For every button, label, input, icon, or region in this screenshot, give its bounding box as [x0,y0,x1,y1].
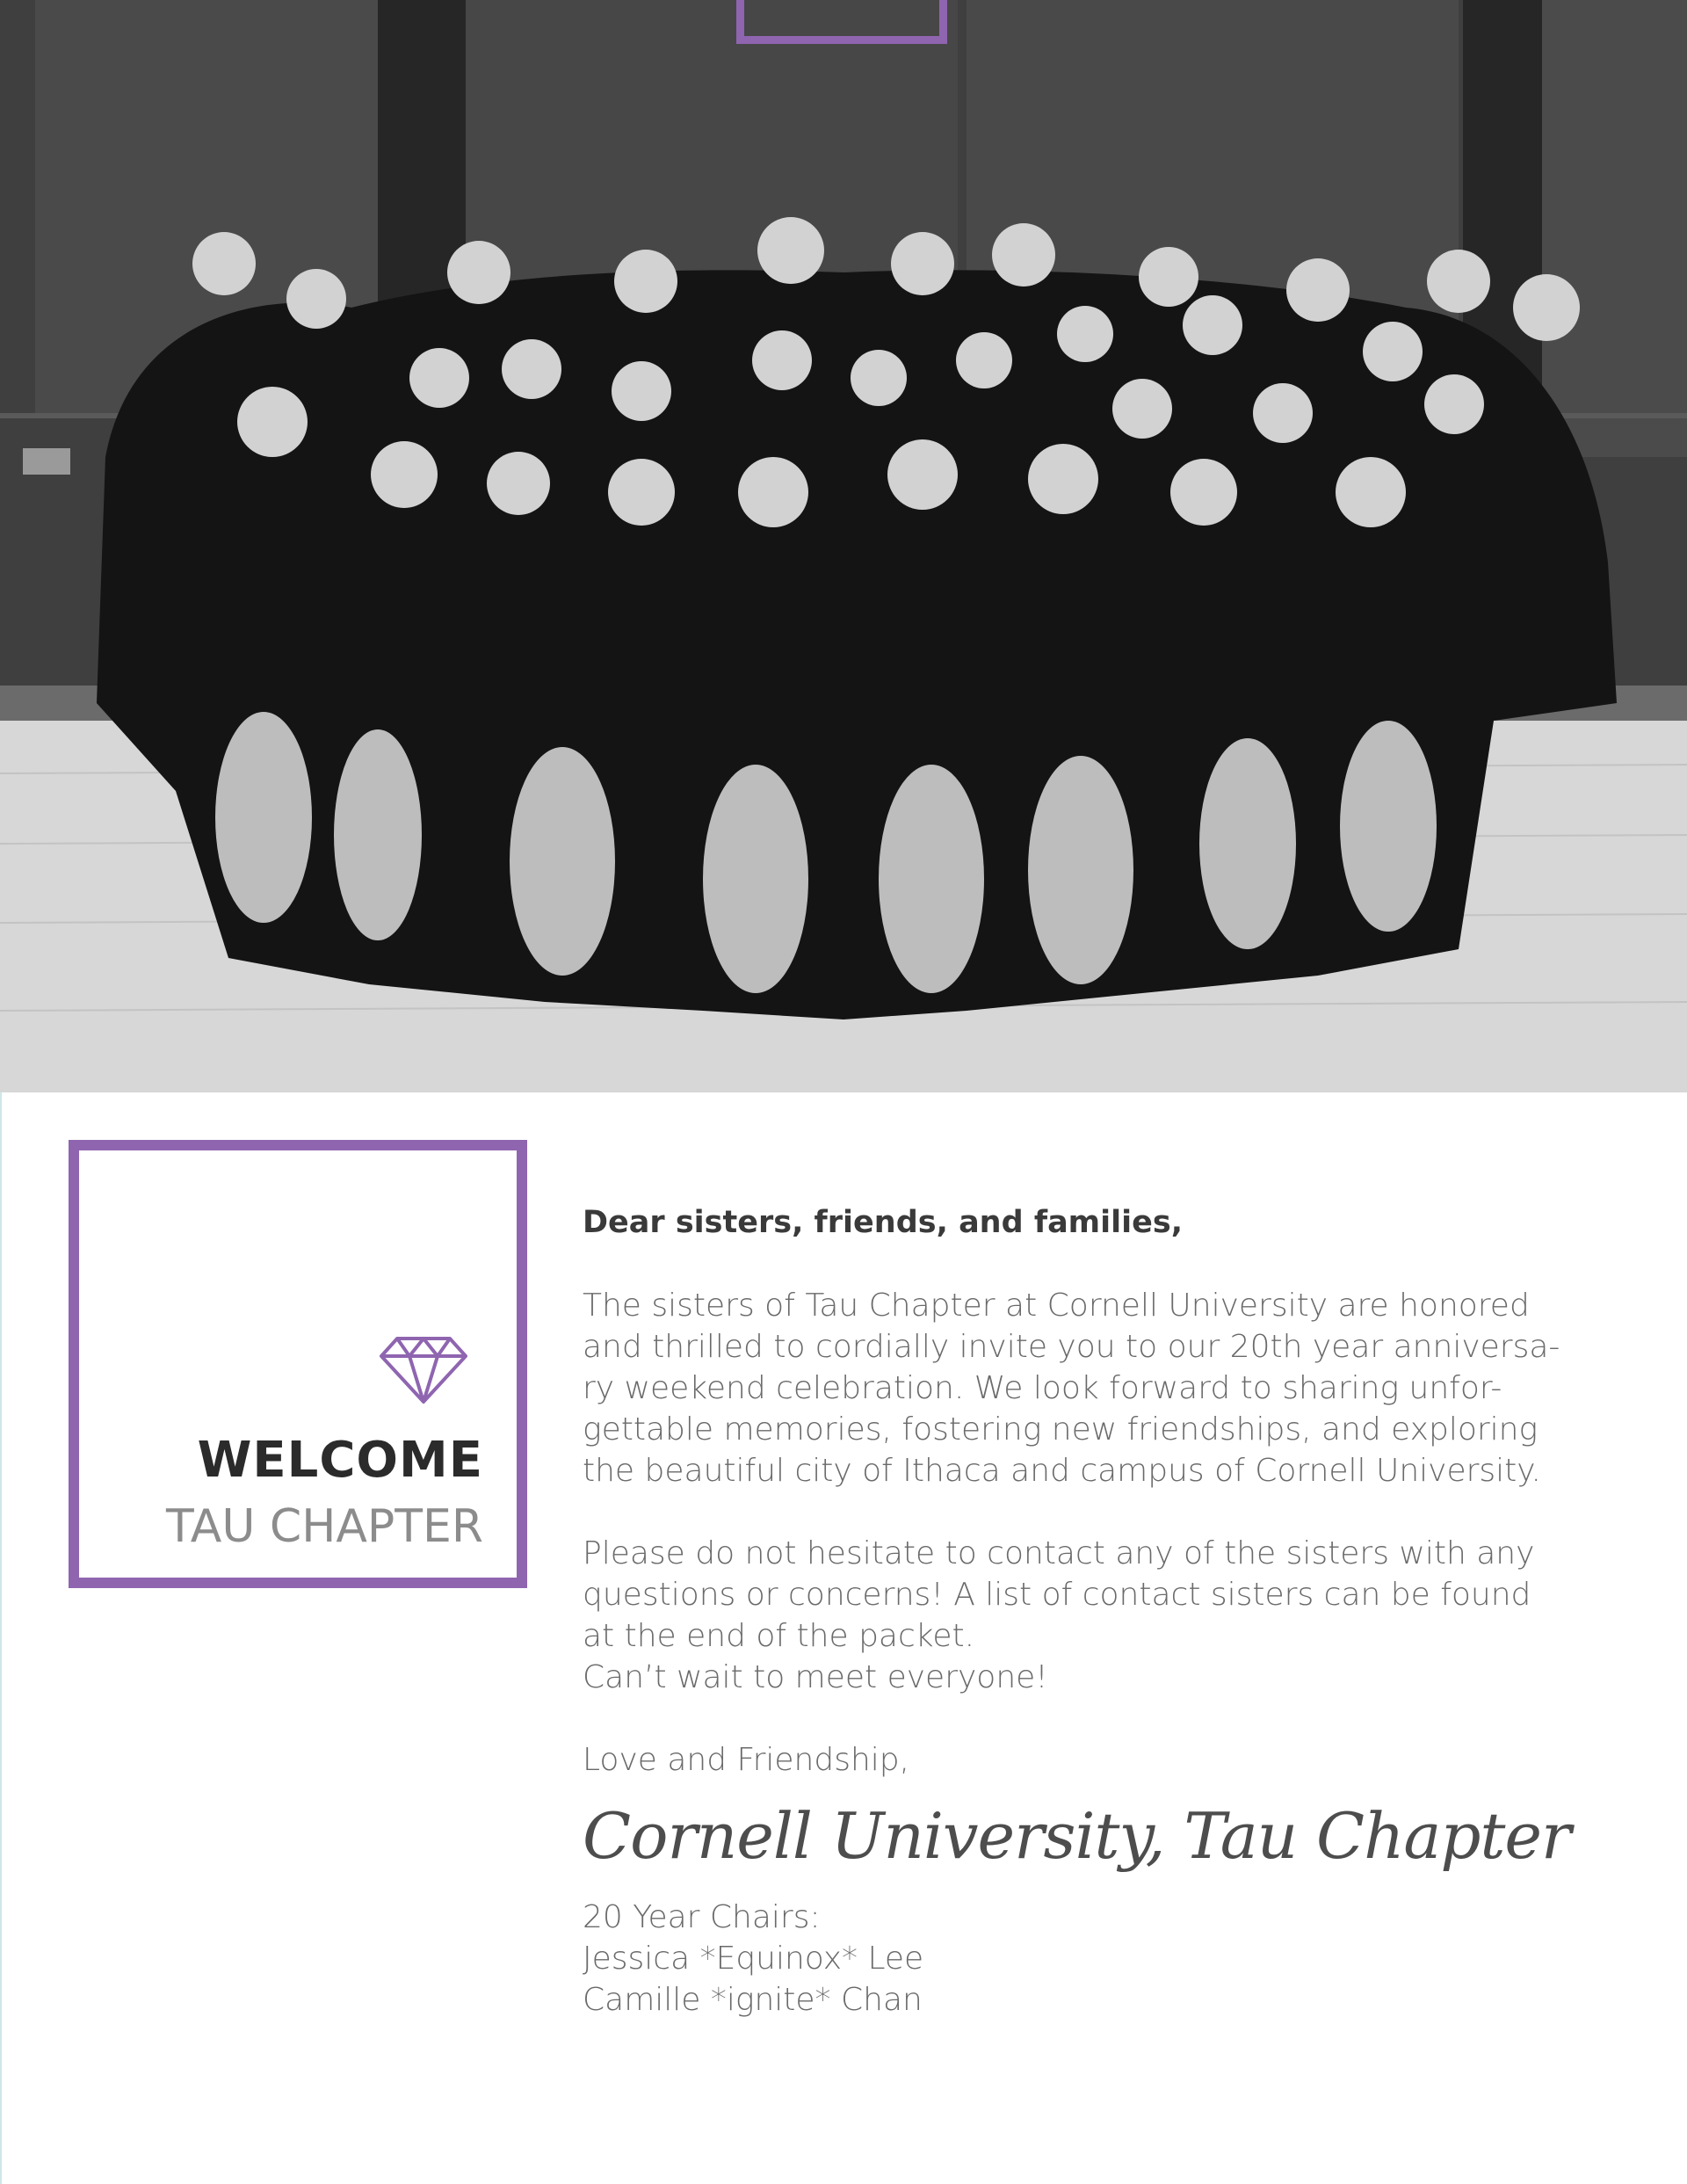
text-line: Can’t wait to meet everyone! [583,1659,1048,1695]
text-line: gettable memories, fostering new friendships, and exploring [583,1411,1539,1448]
welcome-box [69,1140,527,1588]
text-line: at the end of the packet. [583,1618,975,1654]
diamond-icon [378,1335,469,1405]
letter-greeting: Dear sisters, friends, and families, [583,1205,1184,1240]
chairs-list [583,1897,1619,2021]
letter-closing: Love and Friendship, [583,1742,910,1778]
page-edge-line [0,1092,2,2184]
text-line: Please do not hesitate to contact any of the sisters with any [583,1535,1535,1571]
top-accent-frame [736,0,947,44]
letter-body [583,1202,1619,2021]
letter-paragraph-2 [583,1533,1619,1698]
chair-name: Camille *ignite* Chan [583,1982,923,2018]
letter-signature: Cornell University, Tau Chapter [583,1799,1571,1873]
text-line: and thrilled to cordially invite you to our 20th year anniversa- [583,1329,1560,1365]
text-line: The sisters of Tau Chapter at Cornell University are honored [583,1288,1530,1324]
welcome-title: WELCOME [197,1432,483,1489]
letter-paragraph-1 [583,1285,1619,1491]
text-line: ry weekend celebration. We look forward to sharing unfor- [583,1370,1502,1406]
chair-name: Jessica *Equinox* Lee [583,1941,924,1977]
text-line: questions or concerns! A list of contact sisters can be found [583,1577,1531,1613]
chairs-label: 20 Year Chairs: [583,1899,821,1935]
welcome-subtitle: TAU CHAPTER [166,1500,483,1553]
text-line: the beautiful city of Ithaca and campus of Cornell University. [583,1453,1541,1489]
